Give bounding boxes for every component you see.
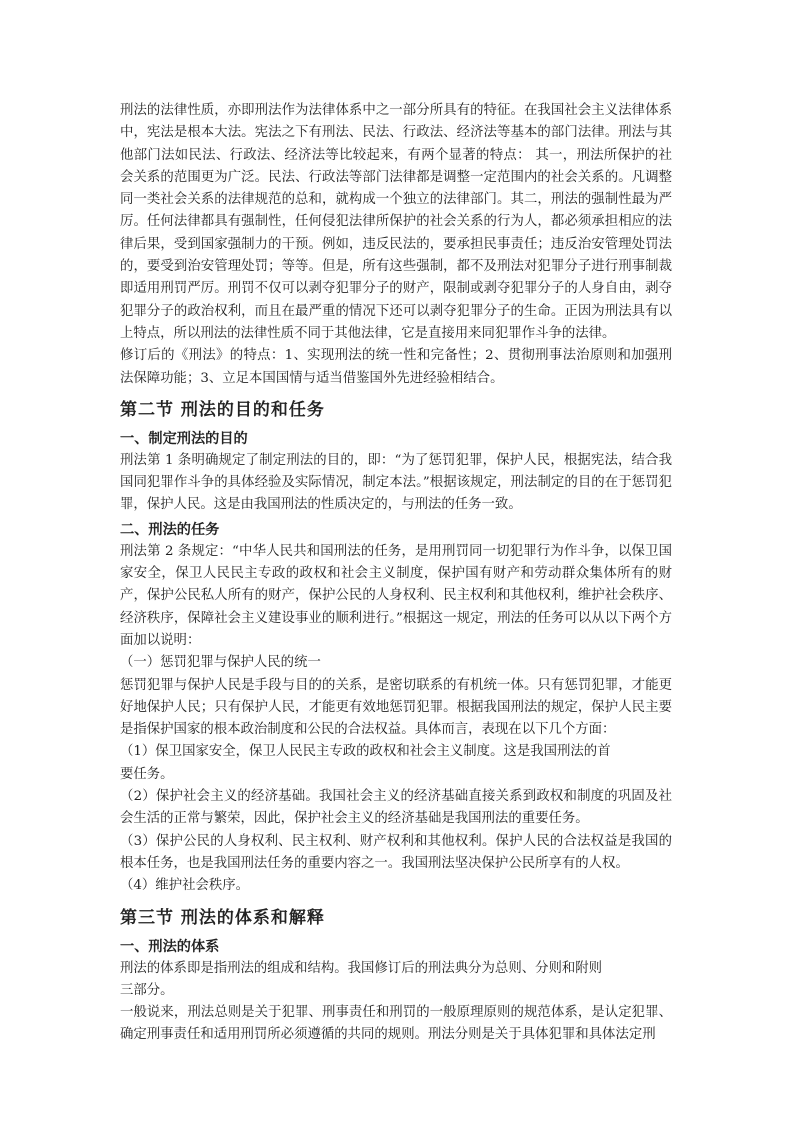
section-3-heading: 第三节 刑法的体系和解释 [120,907,325,928]
point-1-line-2: 要任务。 [120,766,174,782]
point-2: （2）保护社会主义的经济基础。我国社会主义的经济基础直接关系到政权和制度的巩固及社会生活的正常与繁荣，因此，保护社会主义的经济基础是我国刑法的重要任务。 [120,789,672,827]
purpose-paragraph: 刑法第 1 条明确规定了制定刑法的目的，即：“为了惩罚犯罪，保护人民，根据宪法，结合我国同犯罪作斗争的具体经验及实际情况，制定本法。”根据该规定，刑法制定的目的在于惩罚犯罪，保护人民。这是由我国刑法的性质决定的，与刑法的任务一致。 [120,452,672,513]
point-1-line-1: （1）保卫国家安全，保卫人民民主专政的政权和社会主义制度。这是我国刑法的首 [120,744,611,760]
tasks-paragraph: 刑法第 2 条规定：“中华人民共和国刑法的任务，是用刑罚同一切犯罪行为作斗争，以保卫国家安全，保卫人民民主专政的政权和社会主义制度，保护国有财产和劳动群众集体所有的财产，保护公民私人所有的财产，保护公民的人身权利、民主权利和其他权利，维护社会秩序、经济秩序，保障社会主义建设事业的顺利进行。”根据这一规定，刑法的任务可以从以下两个方面加以说明： [120,543,672,648]
system-heading: 一、刑法的体系 [120,938,220,955]
document-body [120,100,672,1047]
section-2-heading: 第二节 刑法的目的和任务 [120,399,325,420]
revision-features-paragraph: 修订后的《刑法》的特点：1、实现刑法的统一性和完备性；2、贯彻刑事法治原则和加强刑法保障功能；3、立足本国国情与适当借鉴国外先进经验相结合。 [120,348,672,386]
system-line-2: 三部分。 [120,982,174,998]
purpose-heading: 一、制定刑法的目的 [120,430,248,447]
system-line-1: 刑法的体系即是指刑法的组成和结构。我国修订后的刑法典分为总则、分则和附则 [120,960,603,976]
tasks-heading: 二、刑法的任务 [120,521,220,538]
punish-protect-paragraph: 惩罚犯罪与保护人民是手段与目的的关系，是密切联系的有机统一体。只有惩罚犯罪，才能更好地保护人民；只有保护人民，才能更有效地惩罚犯罪。根据我国刑法的规定，保护人民主要是指保护国家的根本政治制度和公民的合法权益。具体而言，表现在以下几个方面： [120,677,672,738]
subitem-heading: （一）惩罚犯罪与保护人民的统一 [120,655,321,671]
intro-paragraph: 刑法的法律性质，亦即刑法作为法律体系中之一部分所具有的特征。在我国社会主义法律体系中，宪法是根本大法。宪法之下有刑法、民法、行政法、经济法等基本的部门法律。刑法与其他部门法如民法、行政法、经济法等比较起来，有两个显著的特点： 其一，刑法所保护的社会关系的范围更为广泛。民法、行政法等部门法律都是调整一定范围内的社会关系的。凡调整同一类社会关系的法律规范的总和，就构成一个独立的法律部门。其二，刑法的强制性最为严厉。任何法律都具有强制性，任何侵犯法律所保护的社会关系的行为人，都必须承担相应的法律后果，受到国家强制力的干预。例如，违反民法的，要承担民事责任；违反治安管理处罚法的，要受到治安管理处罚；等等。但是，所有这些强制，都不及刑法对犯罪分子进行刑事制裁即适用刑罚严厉。刑罚不仅可以剥夺犯罪分子的财产，限制或剥夺犯罪分子的人身自由，剥夺犯罪分子的政治权利，而且在最严重的情况下还可以剥夺犯罪分子的生命。正因为刑法具有以上特点，所以刑法的法律性质不同于其他法律，它是直接用来同犯罪作斗争的法律。 [120,103,672,341]
point-4: （4）维护社会秩序。 [120,878,250,894]
point-3: （3）保护公民的人身权利、民主权利、财产权利和其他权利。保护人民的合法权益是我国的根本任务，也是我国刑法任务的重要内容之一。我国刑法坚决保护公民所享有的人权。 [120,833,672,871]
general-provisions-paragraph: 一般说来，刑法总则是关于犯罪、刑事责任和刑罚的一般原理原则的规范体系，是认定犯罪、确定刑事责任和适用刑罚所必须遵循的共同的规则。刑法分则是关于具体犯罪和具体法定刑 [120,1005,672,1043]
